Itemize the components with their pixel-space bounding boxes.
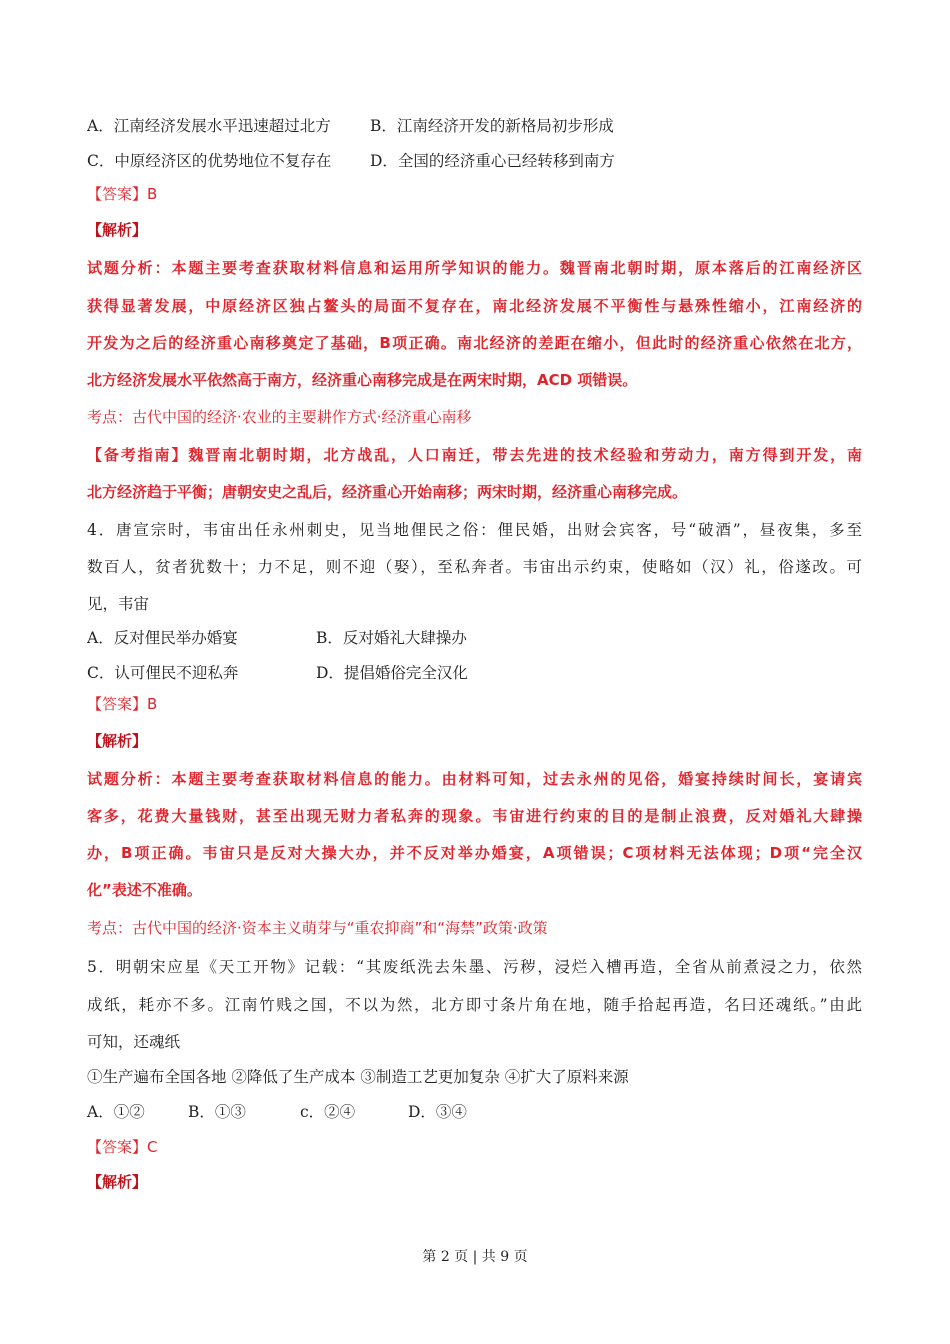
q3-kaodian: 考点：古代中国的经济·农业的主要耕作方式·经济重心南移 — [87, 408, 472, 426]
q4-answer: 【答案】B — [87, 695, 158, 713]
q3-analysis-line: 试题分析：本题主要考查获取材料信息和运用所学知识的能力。魏晋南北朝时期，原本落后的江南经济区 — [87, 259, 862, 277]
q5-option-a: A．①② — [87, 1103, 145, 1121]
q4-stem-line: 4．唐宣宗时，韦宙出任永州刺史，见当地俚民之俗：俚民婚，出财会宾客，号“破酒”，昼夜集，多至 — [87, 521, 862, 539]
q5-option-c: c．②④ — [300, 1103, 356, 1121]
q4-analysis-line: 化”表述不准确。 — [87, 881, 202, 899]
q3-guide-line: 【备考指南】魏晋南北朝时期，北方战乱，人口南迁，带去先进的技术经验和劳动力，南方得到开发，南 — [87, 446, 862, 464]
q3-option-b: B．江南经济开发的新格局初步形成 — [370, 117, 614, 135]
q5-answer: 【答案】C — [87, 1138, 158, 1156]
q4-option-d: D．提倡婚俗完全汉化 — [316, 664, 468, 682]
page-footer: 第 2 页 | 共 9 页 — [422, 1249, 528, 1265]
q4-analysis-line: 办，B项正确。韦宙只是反对大操大办，并不反对举办婚宴，A项错误；C项材料无法体现；D项“完全汉 — [87, 844, 862, 862]
q3-analysis-heading: 【解析】 — [87, 221, 148, 239]
q4-stem-line: 见，韦宙 — [87, 595, 150, 613]
q3-analysis-line: 开发为之后的经济重心南移奠定了基础，B项正确。南北经济的差距在缩小，但此时的经济重心依然在北方， — [87, 334, 862, 352]
q4-analysis-line: 客多，花费大量钱财，甚至出现无财力者私奔的现象。韦宙进行约束的目的是制止浪费，反对婚礼大肆操 — [87, 807, 862, 825]
q4-analysis-heading: 【解析】 — [87, 732, 148, 750]
q4-option-c: C．认可俚民不迎私奔 — [87, 664, 239, 682]
q5-stem-line: 5．明朝宋应星《天工开物》记载：“其废纸洗去朱墨、污秽，浸烂入槽再造，全省从前煮浸之力，依然 — [87, 958, 862, 976]
q4-analysis-line: 试题分析：本题主要考查获取材料信息的能力。由材料可知，过去永州的见俗，婚宴持续时间长，宴请宾 — [87, 770, 862, 788]
q3-answer: 【答案】B — [87, 185, 158, 203]
q3-option-c: C．中原经济区的优势地位不复存在 — [87, 152, 332, 170]
q3-option-d: D．全国的经济重心已经转移到南方 — [370, 152, 615, 170]
q4-option-b: B．反对婚礼大肆操办 — [316, 629, 467, 647]
q5-stem-line: 成纸，耗亦不多。江南竹贱之国，不以为然，北方即寸条片角在地，随手拾起再造，名曰还魂纸。”由此 — [87, 996, 862, 1014]
q4-kaodian: 考点：古代中国的经济·资本主义萌芽与“重农抑商”和“海禁”政策·政策 — [87, 919, 548, 937]
q3-option-a: A．江南经济发展水平迅速超过北方 — [87, 117, 331, 135]
q5-stem-line: 可知，还魂纸 — [87, 1033, 181, 1051]
q5-option-d: D．③④ — [408, 1103, 467, 1121]
q5-option-b: B．①③ — [188, 1103, 246, 1121]
q4-option-a: A．反对俚民举办婚宴 — [87, 629, 238, 647]
q5-analysis-heading: 【解析】 — [87, 1173, 148, 1191]
q3-analysis-line: 获得显著发展，中原经济区独占鳌头的局面不复存在，南北经济发展不平衡性与悬殊性缩小，江南经济的 — [87, 297, 862, 315]
q3-guide-line: 北方经济趋于平衡；唐朝安史之乱后，经济重心开始南移；两宋时期，经济重心南移完成。 — [87, 483, 688, 501]
q4-stem-line: 数百人，贫者犹数十；力不足，则不迎（娶），至私奔者。韦宙出示约束，使略如（汉）礼，俗遂改。可 — [87, 558, 862, 576]
q5-items: ①生产遍布全国各地 ②降低了生产成本 ③制造工艺更加复杂 ④扩大了原料来源 — [87, 1068, 629, 1086]
q3-analysis-line: 北方经济发展水平依然高于南方，经济重心南移完成是在两宋时期，ACD 项错误。 — [87, 371, 638, 389]
